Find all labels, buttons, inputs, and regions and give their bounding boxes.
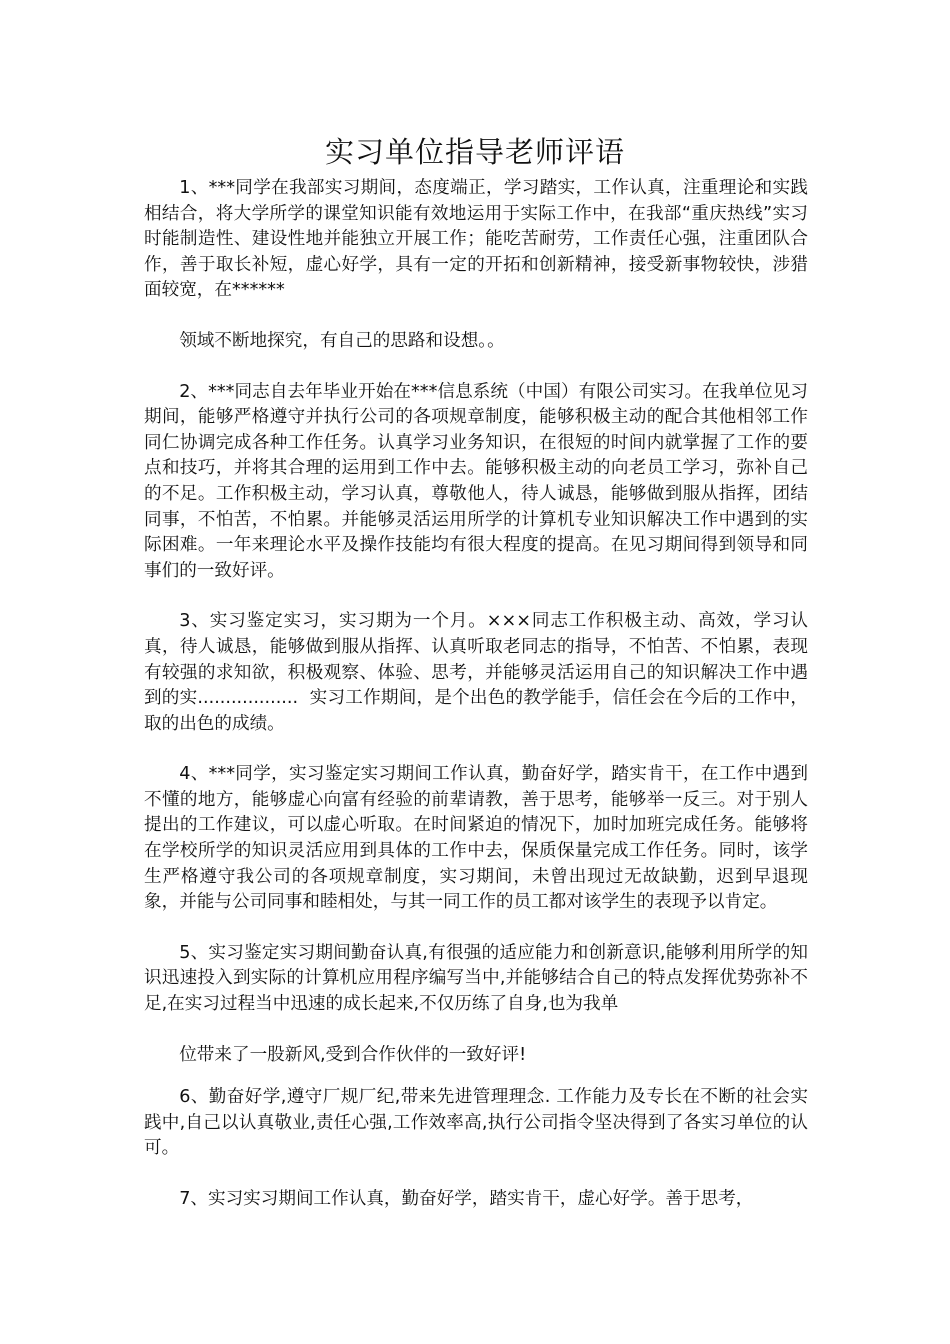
paragraph-1: 1、***同学在我部实习期间，态度端正，学习踏实，工作认真，注重理论和实践相结合，将大学所学的课堂知识能有效地运用于实际工作中，在我部“重庆热线”实习时能制造性、建设性地并能独立开展工作；能吃苦耐劳，工作责任心强，注重团队合作，善于取长补短，虚心好学，具有一定的开拓和创新精神，接受新事物较快，涉猎面较宽，在****** [144,178,808,301]
document-body [144,176,808,1213]
paragraph-4: 4、***同学，实习鉴定实习期间工作认真，勤奋好学，踏实肯干，在工作中遇到不懂的地方，能够虚心向富有经验的前辈请教，善于思考，能够举一反三。对于别人提出的工作建议，可以虚心听取。在时间紧迫的情况下，加时加班完成任务。能够将在学校所学的知识灵活应用到具体的工作中去，保质保量完成工作任务。同时，该学生严格遵守我公司的各项规章制度，实习期间，未曾出现过无故缺勤，迟到早退现象，并能与公司同事和睦相处，与其一同工作的员工都对该学生的表现予以肯定。 [144,764,808,913]
document-title: 实习单位指导老师评语 [324,135,625,169]
paragraph-1-continued: 领域不断地探究，有自己的思路和设想。。 [179,330,505,351]
paragraph-6: 6、勤奋好学,遵守厂规厂纪,带来先进管理理念. 工作能力及专长在不断的社会实践中,自己以认真敬业,责任心强,工作效率高,执行公司指令坚决得到了各实习单位的认可。 [144,1087,808,1159]
paragraph-5: 5、实习鉴定实习期间勤奋认真,有很强的适应能力和创新意识,能够利用所学的知识迅速投入到实际的计算机应用程序编写当中,并能够结合自己的特点发挥优势弥补不足,在实习过程当中迅速的成长起来,不仅历练了自身,也为我单 [144,942,808,1015]
paragraph-2: 2、***同志自去年毕业开始在***信息系统（中国）有限公司实习。在我单位见习期间，能够严格遵守并执行公司的各项规章制度，能够积极主动的配合其他相邻工作同仁协调完成各种工作任务。认真学习业务知识，在很短的时间内就掌握了工作的要点和技巧，并将其合理的运用到工作中去。能够积极主动的向老员工学习，弥补自己的不足。工作积极主动，学习认真，尊敬他人，待人诚恳，能够做到服从指挥，团结同事，不怕苦，不怕累。并能够灵活运用所学的计算机专业知识解决工作中遇到的实际困难。一年来理论水平及操作技能均有很大程度的提高。在见习期间得到领导和同事们的一致好评。 [144,381,808,581]
paragraph-3: 3、实习鉴定实习，实习期为一个月。×××同志工作积极主动、高效，学习认真，待人诚恳，能够做到服从指挥、认真听取老同志的指导，不怕苦、不怕累，表现有较强的求知欲，积极观察、体验、思考，并能够灵活运用自己的知识解决工作中遇到的实.................. 实习工作期间，是个出色的教学能手，信任会在今后的工作中，取的出色的成绩。 [144,611,808,734]
paragraph-5-continued: 位带来了一股新风,受到合作伙伴的一致好评! [179,1044,527,1065]
paragraph-7: 7、实习实习期间工作认真，勤奋好学，踏实肯干，虚心好学。善于思考， [179,1189,754,1209]
